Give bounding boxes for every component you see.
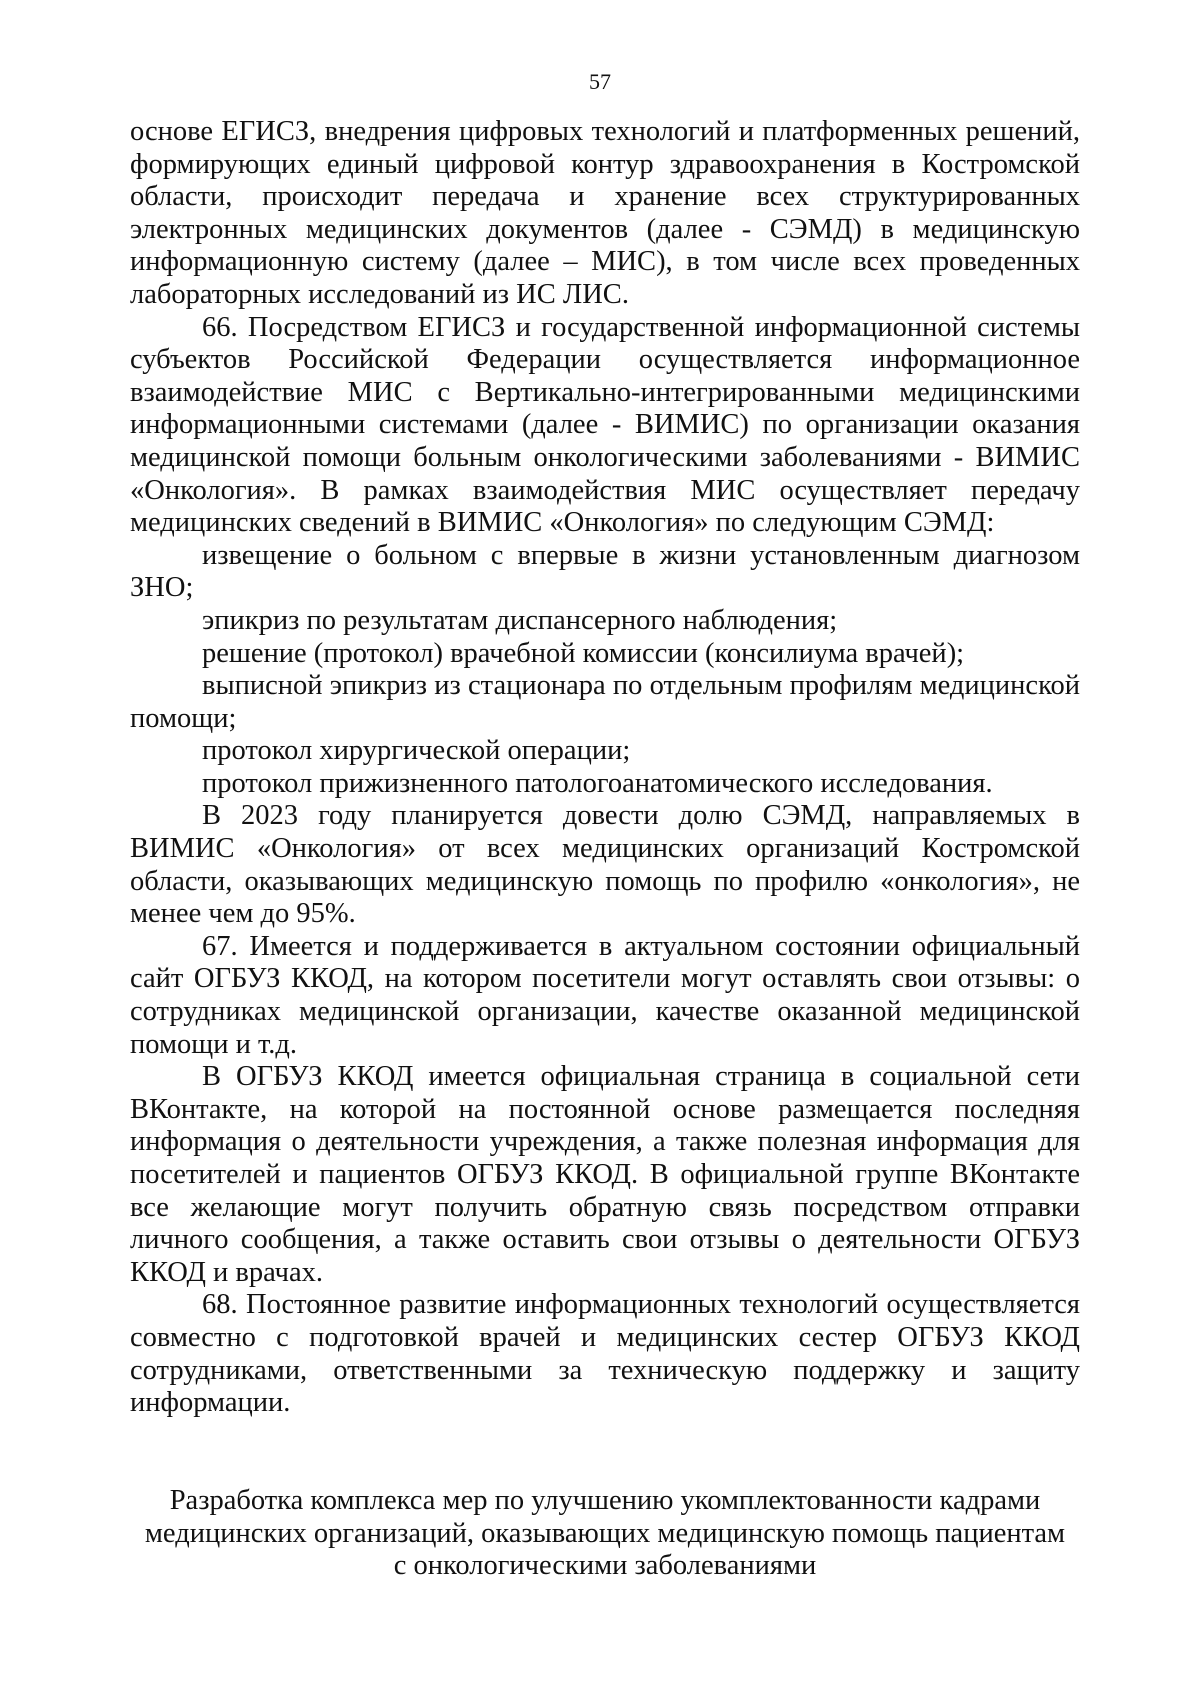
body-text <box>130 116 1080 1420</box>
paragraph-66: 66. Посредством ЕГИСЗ и государственной информационной системы субъектов Российской Федерации осуществляется информационное взаимодействие МИС с Вертикально-интегрированными медицинскими информационными системами (далее - ВИМИС) по организации оказания медицинской помощи больным онкологическими заболеваниями - ВИМИС «Онкология». В рамках взаимодействия МИС осуществляет передачу медицинских сведений в ВИМИС «Онкология» по следующим СЭМД: <box>130 311 1080 539</box>
paragraph-67: 67. Имеется и поддерживается в актуальном состоянии официальный сайт ОГБУЗ ККОД, на котором посетители могут оставлять свои отзывы: о сотрудниках медицинской организации, качестве оказанной медицинской помощи и т.д. <box>130 930 1080 1060</box>
paragraph-68: 68. Постоянное развитие информационных технологий осуществляется совместно с подготовкой врачей и медицинских сестер ОГБУЗ ККОД сотрудниками, ответственными за техническую поддержку и защиту информации. <box>130 1289 1080 1419</box>
section-heading <box>130 1485 1080 1583</box>
list-item-semd-epicrisis: эпикриз по результатам диспансерного наблюдения; <box>202 604 838 636</box>
section-heading-line: Разработка комплекса мер по улучшению укомплектованности кадрами <box>169 1485 1041 1516</box>
list-item-semd-surgery: протокол хирургической операции; <box>202 735 631 767</box>
list-item-semd-discharge: выписной эпикриз из стационара по отдельным профилям медицинской помощи; <box>130 670 1080 734</box>
list-item-semd-notice: извещение о больном с впервые в жизни установленным диагнозом ЗНО; <box>130 539 1080 604</box>
section-heading-line: с онкологическими заболеваниями <box>393 1550 817 1582</box>
section-heading-line: медицинских организаций, оказывающих медицинскую помощь пациентам <box>144 1517 1066 1549</box>
page-number: 57 <box>589 69 611 94</box>
list-item-semd-commission: решение (протокол) врачебной комиссии (консилиума врачей); <box>202 637 965 669</box>
paragraph-vkontakte: В ОГБУЗ ККОД имеется официальная страница в социальной сети ВКонтакте, на которой на постоянной основе размещается последняя информация о деятельности учреждения, а также полезная информация для посетителей и пациентов ОГБУЗ ККОД. В официальной группе ВКонтакте все желающие могут получить обратную связь посредством отправки личного сообщения, а также оставить свои отзывы о деятельности ОГБУЗ ККОД и врачах. <box>130 1061 1080 1288</box>
paragraph-egisz-continuation: основе ЕГИСЗ, внедрения цифровых технологий и платформенных решений, формирующих единый цифровой контур здравоохранения в Костромской области, происходит передача и хранение всех структурированных электронных медицинских документов (далее - СЭМД) в медицинскую информационную систему (далее – МИС), в том числе всех проведенных лабораторных исследований из ИС ЛИС. <box>130 116 1080 310</box>
paragraph-2023-plan: В 2023 году планируется довести долю СЭМД, направляемых в ВИМИС «Онкология» от всех медицинских организаций Костромской области, оказывающих медицинскую помощь по профилю «онкология», не менее чем до 95%. <box>130 800 1080 930</box>
list-item-semd-pathology: протокол прижизненного патологоанатомического исследования. <box>202 767 993 799</box>
